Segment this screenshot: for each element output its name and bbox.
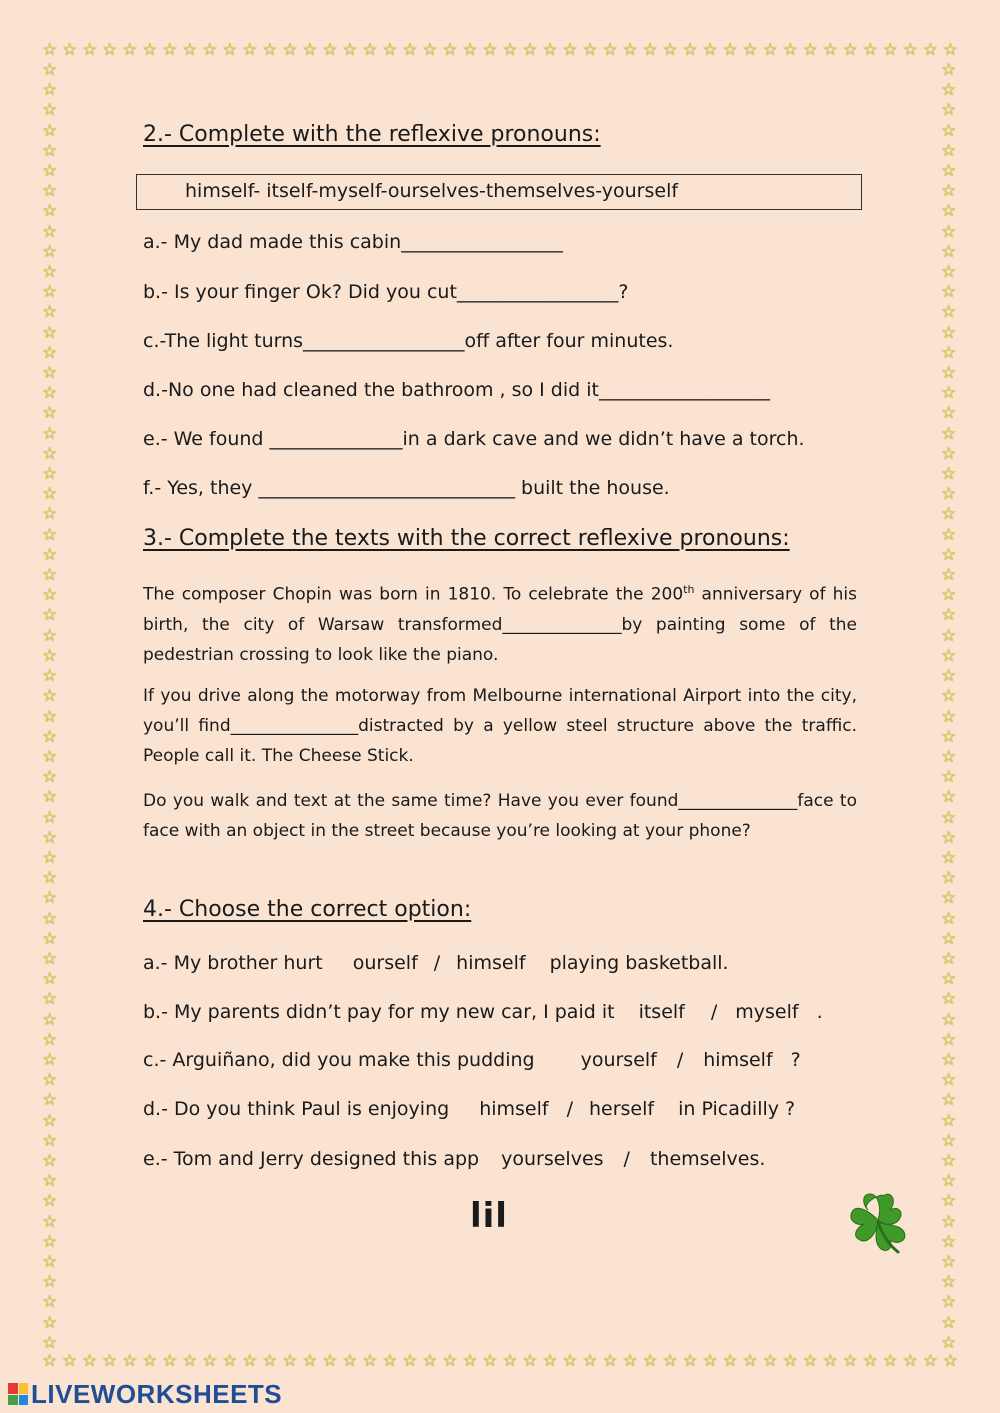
star-icon: ☆ xyxy=(42,1049,58,1070)
star-icon: ☆ xyxy=(42,201,58,222)
star-border-right xyxy=(941,62,958,1352)
star-icon: ☆ xyxy=(42,383,58,404)
star-icon: ☆ xyxy=(902,1351,918,1371)
choice-4d xyxy=(143,1098,795,1120)
star-icon: ☆ xyxy=(941,181,957,202)
star-icon: ☆ xyxy=(42,423,58,444)
star-icon: ☆ xyxy=(42,969,58,990)
star-icon: ☆ xyxy=(762,40,778,60)
star-icon: ☆ xyxy=(782,1351,798,1371)
star-icon: ☆ xyxy=(182,40,198,60)
star-icon: ☆ xyxy=(322,1351,338,1371)
star-icon: ☆ xyxy=(941,322,957,343)
star-border-top xyxy=(42,42,958,59)
star-icon: ☆ xyxy=(42,989,58,1010)
star-icon: ☆ xyxy=(941,1231,957,1252)
star-icon: ☆ xyxy=(62,40,78,60)
star-icon: ☆ xyxy=(262,40,278,60)
star-icon: ☆ xyxy=(941,484,957,505)
answer-blank[interactable]: _______________ xyxy=(230,716,359,736)
section-4-heading: 4.- Choose the correct option: xyxy=(143,897,472,922)
star-icon: ☆ xyxy=(842,40,858,60)
star-icon: ☆ xyxy=(302,40,318,60)
star-icon: ☆ xyxy=(42,363,58,384)
star-icon: ☆ xyxy=(941,565,957,586)
star-icon: ☆ xyxy=(941,868,957,889)
star-icon: ☆ xyxy=(42,342,58,363)
star-icon: ☆ xyxy=(941,342,957,363)
star-icon: ☆ xyxy=(702,1351,718,1371)
text: b.- My parents didn’t pay for my new car, I paid it xyxy=(143,1001,615,1023)
star-icon: ☆ xyxy=(42,1070,58,1091)
exercise-2d xyxy=(143,379,770,401)
text: e.- Tom and Jerry designed this app xyxy=(143,1148,480,1170)
star-icon: ☆ xyxy=(602,40,618,60)
star-icon: ☆ xyxy=(882,1351,898,1371)
star-icon: ☆ xyxy=(42,1090,58,1111)
star-icon: ☆ xyxy=(582,40,598,60)
option-1[interactable]: ourself xyxy=(352,952,418,974)
text: distracted by a yellow steel structure above the traffic. People call it. The Cheese Stick. xyxy=(143,716,858,766)
text: in Picadilly ? xyxy=(678,1098,796,1120)
option-2[interactable]: herself xyxy=(588,1098,655,1120)
exercise-2b xyxy=(143,281,628,303)
option-1[interactable]: yourself xyxy=(580,1049,657,1071)
star-icon: ☆ xyxy=(42,1312,58,1333)
text: ? xyxy=(618,281,629,303)
star-icon: ☆ xyxy=(762,1351,778,1371)
text: built the house. xyxy=(514,477,670,499)
star-icon: ☆ xyxy=(941,262,957,283)
text: The composer Chopin was born in 1810. To celebrate the 200 xyxy=(143,584,684,605)
star-icon: ☆ xyxy=(802,40,818,60)
star-icon: ☆ xyxy=(941,221,957,242)
star-icon: ☆ xyxy=(42,140,58,161)
text: . xyxy=(816,1001,823,1023)
star-icon: ☆ xyxy=(442,40,458,60)
choice-4b xyxy=(143,1001,823,1023)
star-icon: ☆ xyxy=(42,767,58,788)
star-icon: ☆ xyxy=(182,1351,198,1371)
star-icon: ☆ xyxy=(941,847,957,868)
star-icon: ☆ xyxy=(402,1351,418,1371)
star-icon: ☆ xyxy=(242,40,258,60)
star-icon: ☆ xyxy=(941,585,957,606)
star-icon: ☆ xyxy=(941,100,957,121)
star-icon: ☆ xyxy=(562,1351,578,1371)
star-icon: ☆ xyxy=(222,40,238,60)
star-icon: ☆ xyxy=(282,1351,298,1371)
star-icon: ☆ xyxy=(941,282,957,303)
star-icon: ☆ xyxy=(941,464,957,485)
star-icon: ☆ xyxy=(442,1351,458,1371)
star-icon: ☆ xyxy=(941,746,957,767)
star-icon: ☆ xyxy=(941,706,957,727)
star-icon: ☆ xyxy=(42,908,58,929)
star-icon: ☆ xyxy=(941,666,957,687)
star-icon: ☆ xyxy=(941,1292,957,1313)
star-border-bottom xyxy=(42,1353,958,1370)
star-icon: ☆ xyxy=(42,40,58,60)
star-icon: ☆ xyxy=(342,1351,358,1371)
star-icon: ☆ xyxy=(941,1211,957,1232)
star-icon: ☆ xyxy=(42,302,58,323)
star-icon: ☆ xyxy=(142,40,158,60)
star-icon: ☆ xyxy=(942,40,958,60)
star-icon: ☆ xyxy=(941,928,957,949)
star-icon: ☆ xyxy=(42,1292,58,1313)
answer-blank[interactable]: ______________ xyxy=(678,791,798,811)
star-icon: ☆ xyxy=(862,1351,878,1371)
star-icon: ☆ xyxy=(941,767,957,788)
star-icon: ☆ xyxy=(941,1171,957,1192)
star-icon: ☆ xyxy=(462,40,478,60)
star-icon: ☆ xyxy=(42,1231,58,1252)
star-icon: ☆ xyxy=(702,40,718,60)
star-icon: ☆ xyxy=(941,969,957,990)
star-icon: ☆ xyxy=(941,605,957,626)
star-icon: ☆ xyxy=(42,928,58,949)
star-icon: ☆ xyxy=(222,1351,238,1371)
text: a.- My brother hurt xyxy=(143,952,323,974)
star-icon: ☆ xyxy=(322,40,338,60)
star-icon: ☆ xyxy=(502,40,518,60)
star-icon: ☆ xyxy=(662,40,678,60)
exercise-2a xyxy=(143,231,563,253)
star-icon: ☆ xyxy=(42,443,58,464)
choice-4a xyxy=(143,952,729,974)
star-icon: ☆ xyxy=(382,40,398,60)
star-border-left xyxy=(42,62,59,1352)
star-icon: ☆ xyxy=(922,40,938,60)
star-icon: ☆ xyxy=(822,1351,838,1371)
star-icon: ☆ xyxy=(941,908,957,929)
option-2[interactable]: themselves. xyxy=(649,1148,766,1170)
text: d.-No one had cleaned the bathroom , so I did it xyxy=(143,379,599,401)
star-icon: ☆ xyxy=(941,948,957,969)
star-icon: ☆ xyxy=(42,706,58,727)
star-icon: ☆ xyxy=(902,40,918,60)
star-icon: ☆ xyxy=(941,827,957,848)
star-icon: ☆ xyxy=(941,1130,957,1151)
text: c.- Arguiñano, did you make this pudding xyxy=(143,1049,535,1071)
star-icon: ☆ xyxy=(42,60,58,80)
answer-blank[interactable]: ______________ xyxy=(502,614,622,635)
star-icon: ☆ xyxy=(102,40,118,60)
star-icon: ☆ xyxy=(941,1251,957,1272)
text: c.-The light turns xyxy=(143,330,304,352)
star-icon: ☆ xyxy=(941,443,957,464)
star-icon: ☆ xyxy=(42,948,58,969)
star-icon: ☆ xyxy=(742,1351,758,1371)
star-icon: ☆ xyxy=(302,1351,318,1371)
star-icon: ☆ xyxy=(42,645,58,666)
separator: / xyxy=(623,1148,630,1170)
star-icon: ☆ xyxy=(42,1171,58,1192)
star-icon: ☆ xyxy=(42,241,58,262)
star-icon: ☆ xyxy=(941,140,957,161)
star-icon: ☆ xyxy=(42,605,58,626)
star-icon: ☆ xyxy=(862,40,878,60)
text: in a dark cave and we didn’t have a torch. xyxy=(402,428,805,450)
star-icon: ☆ xyxy=(42,787,58,808)
star-icon: ☆ xyxy=(722,1351,738,1371)
text: Do you walk and text at the same time? Have you ever found xyxy=(143,791,679,811)
star-icon: ☆ xyxy=(42,1272,58,1293)
star-icon: ☆ xyxy=(202,40,218,60)
star-icon: ☆ xyxy=(42,80,58,101)
star-icon: ☆ xyxy=(102,1351,118,1371)
star-icon: ☆ xyxy=(882,40,898,60)
star-icon: ☆ xyxy=(42,100,58,121)
star-icon: ☆ xyxy=(42,686,58,707)
star-icon: ☆ xyxy=(822,40,838,60)
section-3-heading: 3.- Complete the texts with the correct reflexive pronouns: xyxy=(143,526,790,551)
text: off after four minutes. xyxy=(464,330,674,352)
star-icon: ☆ xyxy=(42,1029,58,1050)
star-icon: ☆ xyxy=(941,1110,957,1131)
exercise-2c xyxy=(143,330,673,352)
star-icon: ☆ xyxy=(742,40,758,60)
star-icon: ☆ xyxy=(922,1351,938,1371)
separator: / xyxy=(566,1098,573,1120)
star-icon: ☆ xyxy=(42,1009,58,1030)
star-icon: ☆ xyxy=(941,1150,957,1171)
separator: / xyxy=(710,1001,718,1023)
star-icon: ☆ xyxy=(941,383,957,404)
star-icon: ☆ xyxy=(342,40,358,60)
star-icon: ☆ xyxy=(941,1070,957,1091)
star-icon: ☆ xyxy=(941,1191,957,1212)
star-icon: ☆ xyxy=(941,1312,957,1333)
answer-blank[interactable]: _________________ xyxy=(401,231,563,253)
star-icon: ☆ xyxy=(42,666,58,687)
star-icon: ☆ xyxy=(642,1351,658,1371)
star-icon: ☆ xyxy=(941,787,957,808)
star-icon: ☆ xyxy=(941,423,957,444)
word-bank-box xyxy=(136,174,862,210)
star-icon: ☆ xyxy=(162,40,178,60)
star-icon: ☆ xyxy=(422,1351,438,1371)
star-icon: ☆ xyxy=(941,504,957,525)
star-icon: ☆ xyxy=(941,544,957,565)
star-icon: ☆ xyxy=(42,464,58,485)
star-icon: ☆ xyxy=(42,221,58,242)
author-signature: lil xyxy=(470,1196,508,1236)
star-icon: ☆ xyxy=(42,1191,58,1212)
choice-4c xyxy=(143,1049,801,1071)
star-icon: ☆ xyxy=(362,1351,378,1371)
star-icon: ☆ xyxy=(662,1351,678,1371)
star-icon: ☆ xyxy=(42,746,58,767)
star-icon: ☆ xyxy=(941,80,957,101)
answer-blank[interactable]: __________________ xyxy=(598,379,770,401)
star-icon: ☆ xyxy=(42,161,58,182)
star-icon: ☆ xyxy=(162,1351,178,1371)
star-icon: ☆ xyxy=(642,40,658,60)
liveworksheets-logo xyxy=(8,1380,282,1408)
paragraph-chopin xyxy=(143,575,857,670)
star-icon: ☆ xyxy=(941,1009,957,1030)
star-icon: ☆ xyxy=(42,585,58,606)
star-icon: ☆ xyxy=(482,1351,498,1371)
word-bank: himself- itself-myself-ourselves-themselves-yourself xyxy=(185,180,679,202)
star-icon: ☆ xyxy=(42,625,58,646)
star-icon: ☆ xyxy=(941,302,957,323)
star-icon: ☆ xyxy=(941,726,957,747)
star-icon: ☆ xyxy=(941,686,957,707)
star-icon: ☆ xyxy=(941,363,957,384)
star-icon: ☆ xyxy=(42,403,58,424)
text: by painting some of the pedestrian crossing to look like the piano. xyxy=(143,614,857,665)
star-icon: ☆ xyxy=(42,322,58,343)
option-1[interactable]: himself xyxy=(479,1098,549,1120)
star-icon: ☆ xyxy=(542,1351,558,1371)
star-icon: ☆ xyxy=(941,1049,957,1070)
text: playing basketball. xyxy=(549,952,729,974)
star-icon: ☆ xyxy=(122,1351,138,1371)
star-icon: ☆ xyxy=(622,1351,638,1371)
star-icon: ☆ xyxy=(42,1211,58,1232)
star-icon: ☆ xyxy=(82,1351,98,1371)
star-icon: ☆ xyxy=(941,645,957,666)
clover-icon xyxy=(838,1182,918,1262)
star-icon: ☆ xyxy=(42,504,58,525)
logo-mark-icon xyxy=(8,1383,28,1405)
star-icon: ☆ xyxy=(242,1351,258,1371)
choice-4e xyxy=(143,1148,765,1170)
text: e.- We found xyxy=(143,428,270,450)
star-icon: ☆ xyxy=(782,40,798,60)
star-icon: ☆ xyxy=(42,827,58,848)
text: ? xyxy=(790,1049,801,1071)
star-icon: ☆ xyxy=(42,484,58,505)
answer-blank[interactable]: ___________________________ xyxy=(258,477,515,499)
star-icon: ☆ xyxy=(802,1351,818,1371)
star-icon: ☆ xyxy=(42,726,58,747)
star-icon: ☆ xyxy=(482,40,498,60)
superscript: th xyxy=(683,583,695,596)
option-2[interactable]: himself xyxy=(456,952,526,974)
star-icon: ☆ xyxy=(42,544,58,565)
star-icon: ☆ xyxy=(941,625,957,646)
star-icon: ☆ xyxy=(42,888,58,909)
star-icon: ☆ xyxy=(42,847,58,868)
star-icon: ☆ xyxy=(942,1351,958,1371)
star-icon: ☆ xyxy=(722,40,738,60)
star-icon: ☆ xyxy=(602,1351,618,1371)
paragraph-melbourne xyxy=(143,681,857,771)
star-icon: ☆ xyxy=(362,40,378,60)
star-icon: ☆ xyxy=(382,1351,398,1371)
star-icon: ☆ xyxy=(941,60,957,80)
star-icon: ☆ xyxy=(142,1351,158,1371)
star-icon: ☆ xyxy=(562,40,578,60)
star-icon: ☆ xyxy=(42,868,58,889)
star-icon: ☆ xyxy=(42,282,58,303)
section-2-heading: 2.- Complete with the reflexive pronouns: xyxy=(143,122,601,147)
star-icon: ☆ xyxy=(682,1351,698,1371)
text: face to face with an object in the street because you’re looking at your phone? xyxy=(143,791,857,841)
star-icon: ☆ xyxy=(122,40,138,60)
star-icon: ☆ xyxy=(941,1090,957,1111)
star-icon: ☆ xyxy=(542,40,558,60)
star-icon: ☆ xyxy=(582,1351,598,1371)
star-icon: ☆ xyxy=(941,161,957,182)
exercise-2e xyxy=(143,428,805,450)
separator: / xyxy=(433,952,441,974)
star-icon: ☆ xyxy=(282,40,298,60)
star-icon: ☆ xyxy=(941,1272,957,1293)
star-icon: ☆ xyxy=(42,1332,58,1353)
star-icon: ☆ xyxy=(42,807,58,828)
star-icon: ☆ xyxy=(842,1351,858,1371)
star-icon: ☆ xyxy=(462,1351,478,1371)
star-icon: ☆ xyxy=(42,1110,58,1131)
star-icon: ☆ xyxy=(62,1351,78,1371)
answer-blank[interactable]: _________________ xyxy=(303,330,465,352)
star-icon: ☆ xyxy=(941,888,957,909)
paragraph-walk-and-text xyxy=(143,786,857,846)
star-icon: ☆ xyxy=(502,1351,518,1371)
star-icon: ☆ xyxy=(522,40,538,60)
star-icon: ☆ xyxy=(42,1130,58,1151)
star-icon: ☆ xyxy=(941,524,957,545)
star-icon: ☆ xyxy=(82,40,98,60)
star-icon: ☆ xyxy=(402,40,418,60)
star-icon: ☆ xyxy=(42,1150,58,1171)
answer-blank[interactable]: _________________ xyxy=(456,281,619,303)
option-1[interactable]: itself xyxy=(638,1001,685,1023)
star-icon: ☆ xyxy=(622,40,638,60)
star-icon: ☆ xyxy=(42,262,58,283)
text: If you drive along the motorway from Melbourne international Airport into the city, you’ll find xyxy=(143,686,857,736)
star-icon: ☆ xyxy=(42,1251,58,1272)
text: f.- Yes, they xyxy=(143,477,259,499)
separator: / xyxy=(676,1049,684,1071)
star-icon: ☆ xyxy=(941,1029,957,1050)
star-icon: ☆ xyxy=(422,40,438,60)
option-2[interactable]: himself xyxy=(703,1049,773,1071)
star-icon: ☆ xyxy=(202,1351,218,1371)
star-icon: ☆ xyxy=(42,120,58,141)
option-2[interactable]: myself xyxy=(735,1001,799,1023)
star-icon: ☆ xyxy=(941,241,957,262)
text: d.- Do you think Paul is enjoying xyxy=(143,1098,450,1120)
star-icon: ☆ xyxy=(941,403,957,424)
star-icon: ☆ xyxy=(42,524,58,545)
star-icon: ☆ xyxy=(262,1351,278,1371)
star-icon: ☆ xyxy=(522,1351,538,1371)
text: a.- My dad made this cabin xyxy=(143,231,402,253)
answer-blank[interactable]: ______________ xyxy=(269,428,403,450)
star-icon: ☆ xyxy=(941,989,957,1010)
star-icon: ☆ xyxy=(42,565,58,586)
star-icon: ☆ xyxy=(941,1332,957,1353)
text: b.- Is your finger Ok? Did you cut xyxy=(143,281,457,303)
star-icon: ☆ xyxy=(941,120,957,141)
text: anniversary of his birth, the city of Warsaw transformed xyxy=(143,584,857,635)
brand-name: LIVEWORKSHEETS xyxy=(31,1378,283,1409)
exercise-2f xyxy=(143,477,670,499)
star-icon: ☆ xyxy=(941,807,957,828)
star-icon: ☆ xyxy=(42,1351,58,1371)
star-icon: ☆ xyxy=(42,181,58,202)
option-1[interactable]: yourselves xyxy=(501,1148,604,1170)
star-icon: ☆ xyxy=(941,201,957,222)
star-icon: ☆ xyxy=(682,40,698,60)
